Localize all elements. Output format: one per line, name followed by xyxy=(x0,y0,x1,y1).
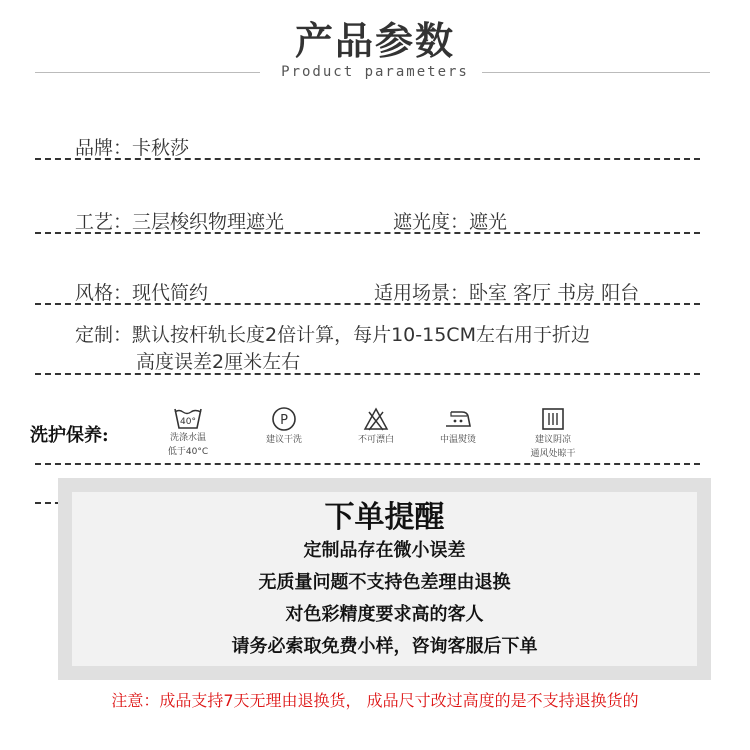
param-brand: 品牌：卡秋莎 xyxy=(75,137,190,159)
care-text-dryclean: 建议干洗 xyxy=(265,435,302,445)
care-text-wash-1: 洗涤水温 xyxy=(169,433,206,443)
care-item-wash xyxy=(148,406,228,458)
return-policy-warning: 注意：成品支持7天无理由退换货， 成品尺寸改过高度的是不支持退换货的 xyxy=(111,691,639,710)
care-item-dryclean xyxy=(244,406,324,446)
care-item-iron xyxy=(418,406,498,446)
care-text-bleach: 不可漂白 xyxy=(357,435,394,445)
care-text-wash-2: 低于40°C xyxy=(167,447,209,457)
param-shading: 遮光度：遮光 xyxy=(393,211,508,233)
dry-clean-symbol: P xyxy=(280,413,288,428)
notice-line: 对色彩精度要求高的客人 xyxy=(285,604,484,625)
wash-40-icon xyxy=(173,406,203,430)
param-craft: 工艺：三层梭织物理遮光 xyxy=(75,211,285,233)
notice-line: 定制品存在微小误差 xyxy=(303,540,466,561)
care-text-dry-1: 建议阴凉 xyxy=(534,435,571,445)
row-divider xyxy=(35,303,700,305)
notice-title: 下单提醒 xyxy=(324,500,445,535)
page-subtitle: Product parameters xyxy=(281,64,469,80)
line-dry-shade-icon xyxy=(540,406,566,432)
row-divider xyxy=(35,463,700,465)
iron-medium-icon xyxy=(443,406,473,432)
wash-temp-symbol: 40° xyxy=(180,417,196,427)
subtitle-divider-right xyxy=(482,72,710,73)
care-text-iron: 中温熨烫 xyxy=(439,435,476,445)
notice-line: 无质量问题不支持色差理由退换 xyxy=(258,572,511,593)
care-item-dry xyxy=(513,406,593,460)
param-style: 风格：现代简约 xyxy=(75,282,209,304)
param-custom-note: 高度误差2厘米左右 xyxy=(136,351,301,373)
care-item-bleach xyxy=(336,406,416,446)
row-divider xyxy=(35,158,700,160)
row-divider xyxy=(35,373,700,375)
row-divider xyxy=(35,232,700,234)
param-scenes: 适用场景：卧室 客厅 书房 阳台 xyxy=(374,282,640,304)
param-custom: 定制：默认按杆轨长度2倍计算，每片10-15CM左右用于折边 xyxy=(75,324,590,346)
care-label: 洗护保养: xyxy=(30,425,109,446)
dry-clean-icon xyxy=(271,406,297,432)
notice-line: 请务必索取免费小样，咨询客服后下单 xyxy=(231,636,538,657)
page-title: 产品参数 xyxy=(294,19,455,63)
no-bleach-icon xyxy=(363,406,389,432)
care-text-dry-2: 通风处晾干 xyxy=(530,449,576,459)
